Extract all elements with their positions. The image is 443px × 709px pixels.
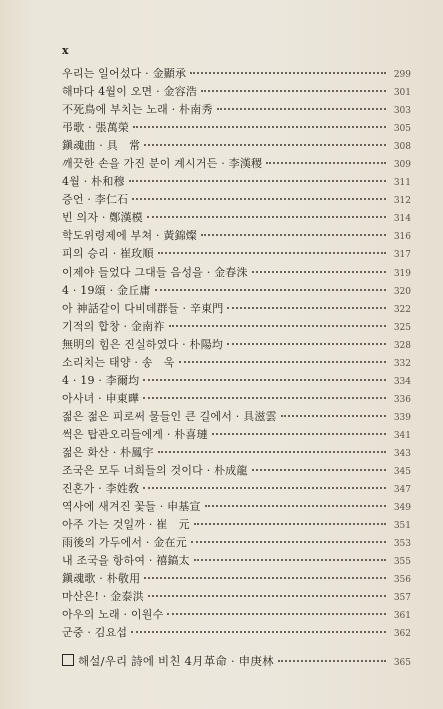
entry-title: 不死鳥에 부치는 노래 · 朴南秀: [62, 103, 213, 117]
entry-page: 332: [393, 358, 411, 369]
page-number: x: [62, 44, 69, 57]
dot-leader: [281, 415, 386, 417]
entry-title: 피의 승리 · 崔玫順: [62, 247, 154, 261]
entry-page: 336: [393, 394, 411, 405]
entry-title: 마산은! · 金泰洪: [62, 590, 144, 604]
toc-entry: [62, 390, 411, 408]
toc-entry: [62, 534, 411, 552]
entry-page: 351: [393, 521, 411, 532]
entry-page: 325: [393, 322, 411, 333]
entry-title: 4월 · 朴和穆: [62, 175, 125, 189]
entry-title: 내 조국을 항하여 · 禧鎬太: [62, 554, 190, 568]
entry-title: 젊은 젊은 피로써 물들인 큰 길에서 · 具滋雲: [62, 409, 277, 423]
dot-leader: [133, 126, 386, 128]
toc-entry: [62, 245, 411, 263]
entry-title: 鎭魂歌 · 朴敬用: [62, 572, 141, 586]
entry-page: 328: [393, 340, 411, 351]
entry-title: 아주 가는 것일까 · 崔 元: [62, 518, 190, 532]
toc-entry: [62, 606, 411, 624]
dot-leader: [131, 631, 386, 633]
toc-entry: [62, 318, 411, 336]
footer-page: 365: [393, 658, 411, 668]
entry-page: 353: [393, 539, 411, 550]
entry-title: 雨後의 가두에서 · 金在元: [62, 536, 187, 550]
dot-leader: [179, 361, 386, 363]
toc-entry: [62, 624, 411, 642]
dot-leader: [201, 234, 386, 236]
entry-title: 아우의 노래 · 이원수: [62, 608, 164, 622]
box-icon: [62, 654, 74, 666]
toc-entry: [62, 408, 411, 426]
entry-title: 젊은 화산 · 朴鳳宇: [62, 445, 154, 459]
dot-leader: [252, 271, 386, 273]
dot-leader: [266, 162, 386, 164]
entry-title: 조국은 모두 너희들의 것이다 · 朴成龍: [62, 464, 248, 478]
dot-leader: [148, 595, 386, 597]
entry-page: 311: [393, 178, 411, 189]
entry-title: 진혼가 · 李姓敎: [62, 482, 140, 496]
entry-title: 이제야 들었다 그대들 음성을 · 金春洙: [62, 265, 248, 279]
dot-leader: [227, 307, 386, 309]
dot-leader: [147, 216, 386, 218]
entry-title: 4 · 19頌 · 金丘庸: [62, 283, 151, 297]
dot-leader: [194, 559, 386, 561]
entry-title: 학도위령제에 부쳐 · 黃錦燦: [62, 229, 197, 243]
entry-page: 349: [393, 503, 411, 514]
toc-entry: [62, 227, 411, 245]
dot-leader: [132, 198, 386, 200]
entry-title: 역사에 새겨진 꽃들 · 申基宣: [62, 500, 201, 514]
entry-title: 鎭魂曲 · 具 常: [62, 139, 141, 153]
entry-page: 343: [393, 448, 411, 459]
dot-leader: [201, 90, 386, 92]
dot-leader: [278, 660, 386, 662]
toc-entry: [62, 570, 411, 588]
entry-title: 기적의 합창 · 金南祚: [62, 319, 165, 333]
dot-leader: [129, 180, 386, 182]
toc-entry: [62, 336, 411, 354]
entry-page: 317: [393, 250, 411, 261]
toc-entry: [62, 173, 411, 191]
dot-leader: [155, 289, 386, 291]
entry-page: 347: [393, 485, 411, 496]
toc-entry: [62, 426, 411, 444]
toc-entry: [62, 444, 411, 462]
dot-leader: [190, 72, 386, 74]
toc-entry: [62, 282, 411, 300]
entry-title: 깨끗한 손을 가진 분이 계시거든 · 李漢稷: [62, 157, 263, 171]
dot-leader: [194, 523, 386, 525]
entry-page: 357: [393, 593, 411, 604]
entry-page: 320: [393, 286, 411, 297]
entry-page: 355: [393, 557, 411, 568]
entry-title: 소리치는 태양 · 송 욱: [62, 355, 175, 369]
entry-title: 군중 · 김요섭: [62, 626, 128, 640]
toc-entry: [62, 462, 411, 480]
entry-page: 322: [393, 304, 411, 315]
entry-page: 334: [393, 376, 411, 387]
toc-entry: [62, 372, 411, 390]
dot-leader: [143, 487, 386, 489]
toc-entry: [62, 516, 411, 534]
toc-footer-entry: [62, 653, 411, 669]
toc-entry: [62, 209, 411, 227]
dot-leader: [169, 325, 386, 327]
dot-leader: [205, 505, 386, 507]
dot-leader: [158, 451, 386, 453]
toc-entry: [62, 300, 411, 318]
entry-title: 아사녀 · 申東曄: [62, 391, 140, 405]
entry-title: 4 · 19 · 李爾均: [62, 373, 140, 387]
entry-page: 341: [393, 430, 411, 441]
entry-page: 319: [393, 268, 411, 279]
entry-page: 316: [393, 232, 411, 243]
toc-entry: [62, 191, 411, 209]
entry-page: 303: [393, 106, 411, 117]
toc-entry: [62, 155, 411, 173]
toc-entry: [62, 101, 411, 119]
entry-title: 빈 의자 · 鄭漢模: [62, 211, 143, 225]
entry-page: 361: [393, 611, 411, 622]
dot-leader: [144, 577, 386, 579]
toc-entry: [62, 480, 411, 498]
toc-entry: [62, 552, 411, 570]
toc-entry: [62, 65, 411, 83]
footer-title: 해설/우리 詩에 비친 4月革命 · 申庚林: [78, 654, 274, 668]
dot-leader: [143, 397, 386, 399]
entry-page: 312: [393, 196, 411, 207]
toc-entry: [62, 588, 411, 606]
entry-title: 썩은 탑관오리들에게 · 朴喜璉: [62, 427, 208, 441]
entry-page: 356: [393, 575, 411, 586]
dot-leader: [227, 343, 386, 345]
dot-leader: [252, 469, 386, 471]
table-of-contents: [62, 65, 411, 643]
entry-page: 339: [393, 412, 411, 423]
toc-entry: [62, 119, 411, 137]
entry-title: 우리는 일어섰다 · 金顯承: [62, 67, 187, 80]
dot-leader: [212, 433, 386, 435]
dot-leader: [191, 541, 386, 543]
dot-leader: [217, 108, 386, 110]
toc-entry: [62, 137, 411, 155]
entry-title: 弔歌 · 張萬榮: [62, 121, 130, 135]
entry-title: 無明의 힘은 진실하였다 · 朴陽均: [62, 337, 224, 351]
entry-page: 305: [393, 124, 411, 135]
entry-page: 308: [393, 142, 411, 153]
entry-title: 증언 · 李仁石: [62, 193, 129, 207]
entry-page: 309: [393, 160, 411, 171]
toc-entry: [62, 83, 411, 101]
dot-leader: [167, 613, 386, 615]
entry-page: 362: [393, 629, 411, 640]
toc-entry: [62, 264, 411, 282]
entry-page: 301: [393, 88, 411, 99]
entry-page: 314: [393, 214, 411, 225]
toc-entry: [62, 498, 411, 516]
entry-title: 아 神話같이 다비데群들 · 辛東門: [62, 301, 224, 315]
entry-page: 299: [393, 70, 411, 80]
entry-title: 해마다 4월이 오면 · 金容浩: [62, 85, 198, 99]
dot-leader: [143, 379, 386, 381]
dot-leader: [144, 144, 386, 146]
toc-entry: [62, 354, 411, 372]
entry-page: 345: [393, 467, 411, 478]
dot-leader: [158, 252, 386, 254]
